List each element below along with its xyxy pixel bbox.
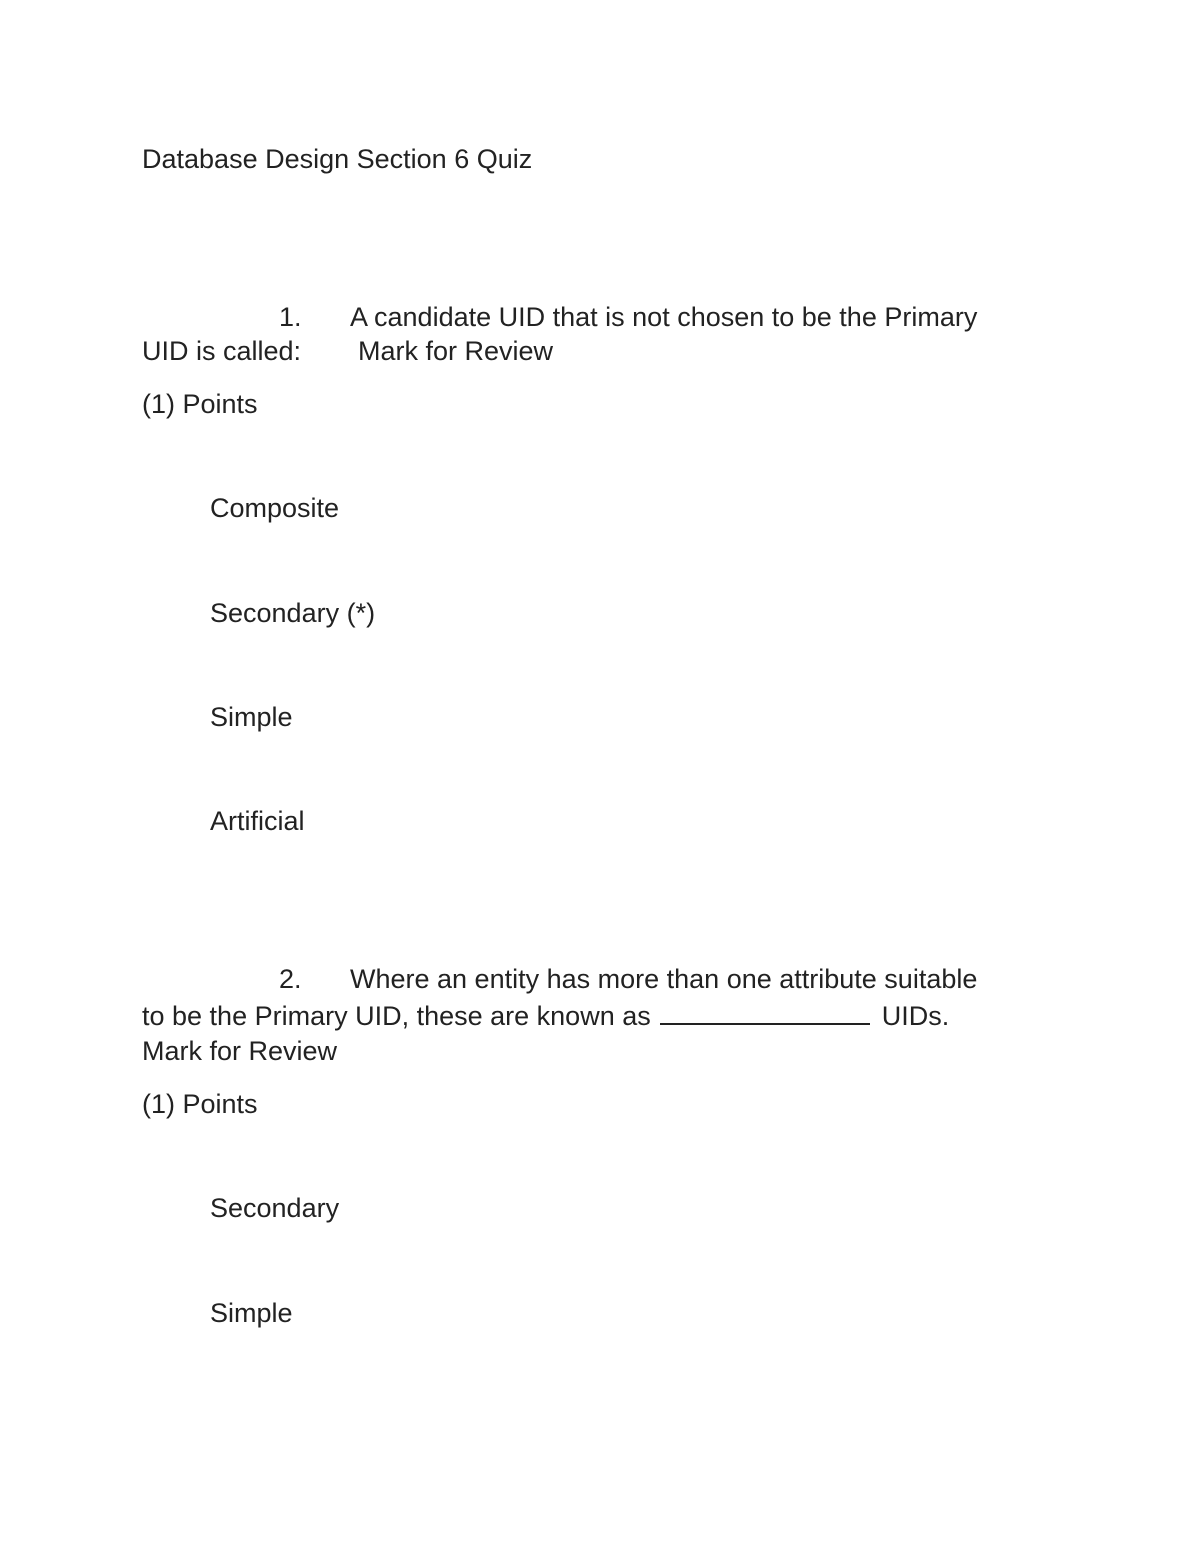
question-text-line-2 [142,999,949,1033]
question-text-line-1: Where an entity has more than one attribute suitable [350,964,978,994]
answer-option-simple[interactable]: Simple [210,1298,293,1328]
answer-option-secondary[interactable]: Secondary [210,1193,340,1223]
mark-for-review-link[interactable]: Mark for Review [358,336,554,366]
question-text-line-1: A candidate UID that is not chosen to be the Primary [350,302,978,332]
question-text-before-blank: to be the Primary UID, these are known as [142,1001,651,1031]
answer-option-artificial[interactable]: Artificial [210,806,305,836]
answer-option-simple[interactable]: Simple [210,702,293,732]
question-points: (1) Points [142,1089,258,1119]
question-number: 1. [279,302,302,332]
question-number: 2. [279,964,302,994]
question-text-after-blank: UIDs. [881,1001,950,1031]
document-title: Database Design Section 6 Quiz [142,144,533,174]
mark-for-review-link[interactable]: Mark for Review [142,1036,338,1066]
answer-option-composite[interactable]: Composite [210,493,340,523]
fill-in-blank [660,999,870,1025]
question-text-line-2: UID is called: [142,336,302,366]
question-points: (1) Points [142,389,258,419]
answer-option-secondary[interactable]: Secondary (*) [210,598,376,628]
